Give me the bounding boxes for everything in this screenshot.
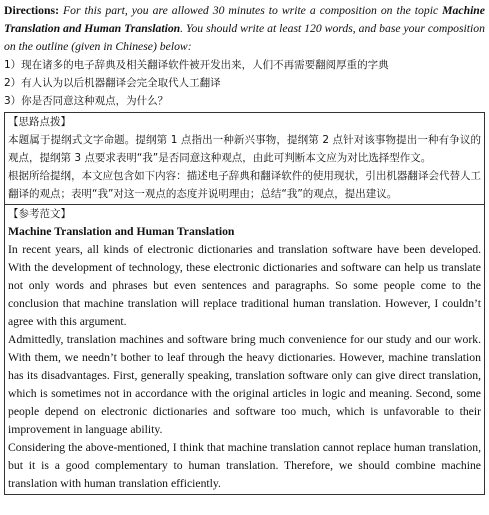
sample-paragraph-3: Considering the above-mentioned, I think that machine translation cannot replace human translation, but it is a good complementary to human translation. Therefore, we should combine machine translation with human translation efficiently.	[8, 441, 481, 490]
document-page	[4, 0, 485, 495]
outline-item-3: 3）你是否同意这种观点，为什么？	[4, 95, 169, 107]
directions-label: Directions:	[4, 4, 59, 17]
analysis-heading: 【思路点拨】	[8, 116, 71, 128]
outline-item-2: 2）有人认为以后机器翻译会完全取代人工翻译	[4, 77, 221, 89]
answer-box	[4, 112, 485, 495]
sample-title: Machine Translation and Human Translation	[8, 225, 235, 238]
sample-paragraph-2: Admittedly, translation machines and software bring much convenience for our study and our work. With them, we needn’t bother to leaf through the heavy dictionaries. However, machine translation has its disadvantages. First, generally speaking, translation software only can give direct translation, which is sometimes not in accordance with the original articles in logic and meaning. Second, some people depend on electronic dictionaries and software too much, which is unfavorable to their improvement in language ability.	[8, 333, 481, 436]
analysis-paragraph-1: 本题属于提纲式文字命题。提纲第 1 点指出一种新兴事物，提纲第 2 点针对该事物提出一种有争议的观点，提纲第 3 点要求表明“我”是否同意这种观点，由此可判断本文应为对比选择型作文。	[8, 134, 481, 164]
analysis-section	[5, 113, 484, 204]
directions-text-2: . You should write at least 120 words, and base your composition on the outline (given in Chinese) below:	[4, 22, 485, 53]
directions-paragraph	[4, 2, 485, 56]
sample-paragraph-1: In recent years, all kinds of electronic dictionaries and translation software have been developed. With the development of technology, these electronic dictionaries and software can help us translate not only words and phrases but even sentences and paragraphs. So some people come to the conclusion that machine translation will replace traditional human translation. However, I couldn’t agree with this argument.	[8, 243, 481, 328]
directions-text-1: For this part, you are allowed 30 minutes to write a composition on the topic	[58, 4, 443, 17]
topic-title: Machine Translation and Human Translation	[4, 4, 485, 35]
sample-section	[5, 204, 484, 494]
analysis-paragraph-2: 根据所给提纲，本文应包含如下内容：描述电子辞典和翻译软件的使用现状，引出机器翻译会代替人工翻译的观点；表明“我”对这一观点的态度并说明理由；总结“我”的观点，提出建议。	[8, 170, 481, 200]
sample-heading: 【参考范文】	[8, 208, 71, 220]
outline-item-1: 1）现在诸多的电子辞典及相关翻译软件被开发出来，人们不再需要翻阅厚重的字典	[4, 59, 389, 71]
